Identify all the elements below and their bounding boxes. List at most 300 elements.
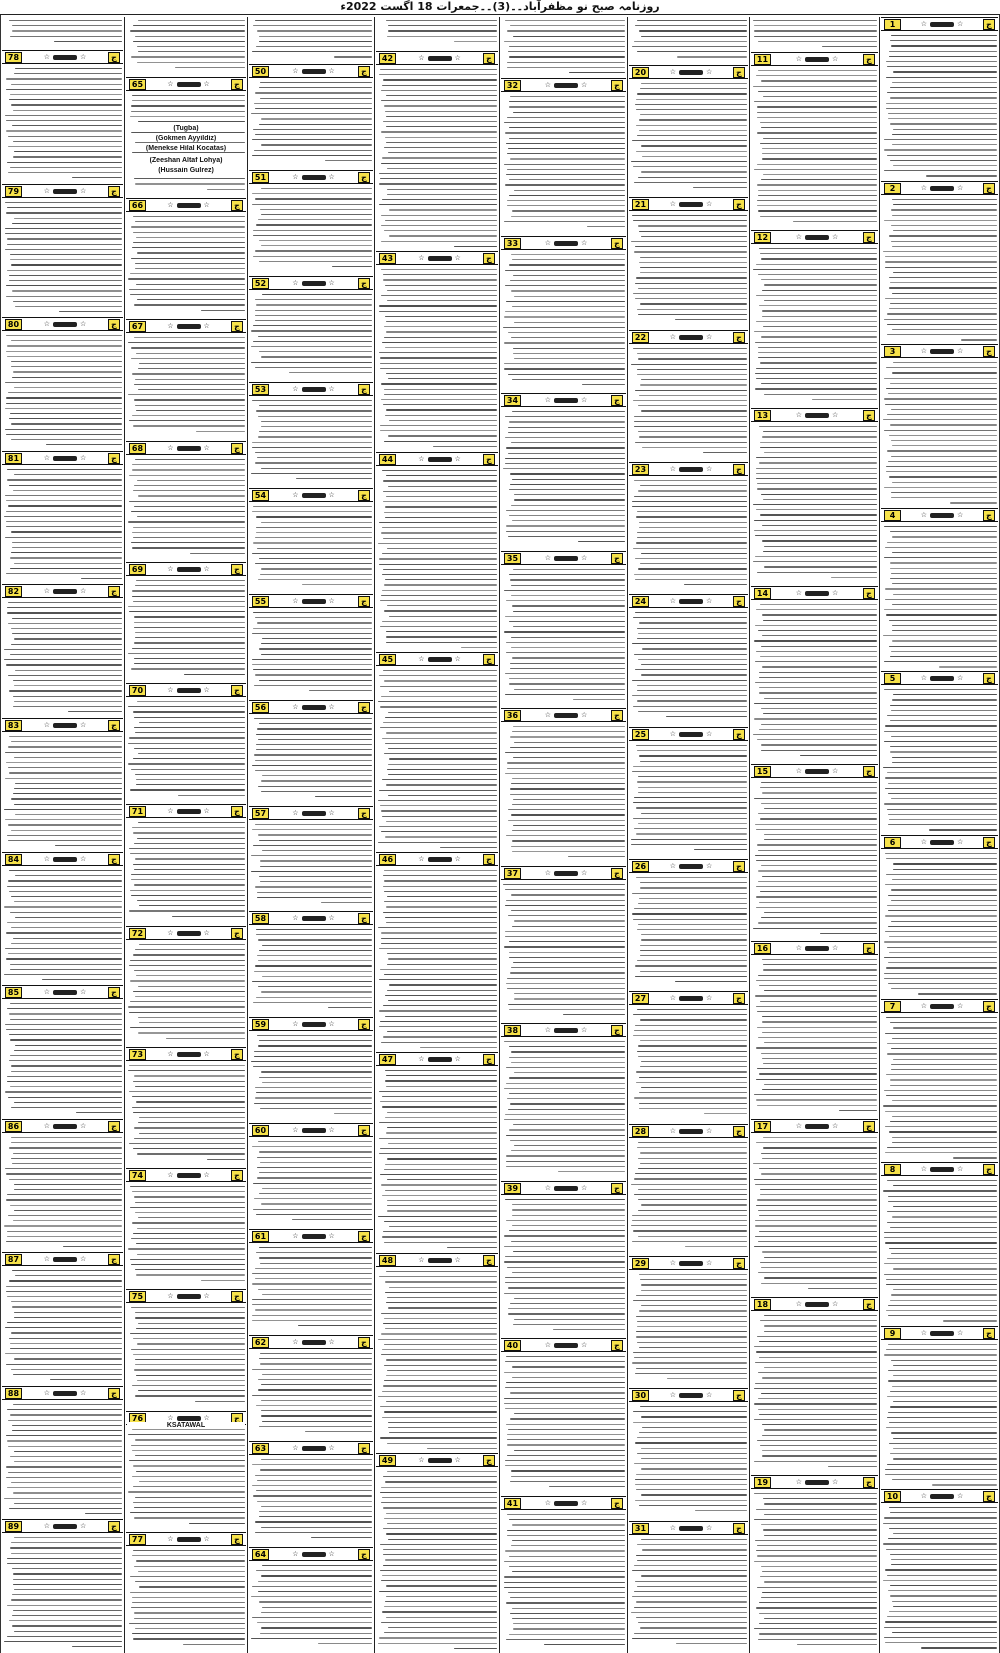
text-line <box>883 419 997 420</box>
text-line <box>253 129 372 130</box>
newspaper-logo <box>177 567 201 572</box>
text-line <box>388 25 497 26</box>
text-line <box>262 1082 372 1083</box>
text-line <box>507 988 625 989</box>
text-line <box>513 1623 625 1624</box>
ad-number: 4 <box>884 510 901 521</box>
ad-header-bar <box>501 866 626 880</box>
text-line <box>638 1056 747 1057</box>
text-line <box>59 311 122 312</box>
text-line <box>257 1035 372 1036</box>
ad-header-bar <box>126 1289 246 1303</box>
text-line <box>137 299 245 300</box>
text-line <box>11 896 122 897</box>
ad-text <box>375 1268 499 1453</box>
text-line <box>761 258 877 259</box>
star-icon: ☆ <box>669 597 676 605</box>
text-line <box>387 990 497 991</box>
text-line <box>385 836 497 837</box>
ad-header-bar <box>2 718 123 732</box>
page-column <box>125 17 247 1653</box>
ad-tag: ج <box>733 1523 745 1534</box>
text-line <box>379 558 497 559</box>
text-line <box>893 362 997 363</box>
text-line <box>636 151 747 152</box>
text-line <box>262 1294 372 1295</box>
text-line <box>889 56 997 57</box>
text-line <box>758 357 877 358</box>
text-line <box>758 190 877 191</box>
text-line <box>884 430 997 431</box>
text-line <box>260 209 372 210</box>
ad-text <box>500 881 627 1024</box>
ad-tag: ج <box>108 319 120 330</box>
text-line <box>133 527 245 528</box>
text-line <box>887 1417 997 1418</box>
text-line <box>892 879 997 880</box>
text-line <box>137 1380 245 1381</box>
star-icon: ☆ <box>544 1026 551 1034</box>
text-line <box>761 708 877 709</box>
star-icon: ☆ <box>43 721 50 729</box>
text-line <box>511 442 625 443</box>
text-line <box>258 1581 372 1582</box>
text-line <box>389 209 497 210</box>
ad-text <box>880 1014 999 1163</box>
text-line <box>258 834 372 835</box>
text-line <box>132 1476 245 1477</box>
text-line <box>7 1636 122 1637</box>
text-line <box>4 1498 122 1499</box>
ad-tag: ج <box>231 321 243 332</box>
text-line <box>828 1466 877 1467</box>
text-line <box>759 1633 877 1634</box>
text-line <box>763 551 877 552</box>
text-line <box>261 1071 372 1072</box>
text-line <box>5 1168 122 1169</box>
text-line <box>631 241 747 242</box>
text-line <box>387 168 497 169</box>
text-line <box>886 1310 997 1311</box>
text-line <box>633 706 747 707</box>
ad-tag: ج <box>358 490 370 501</box>
text-line <box>261 1527 372 1528</box>
text-line <box>891 889 997 890</box>
ad-text <box>125 1547 247 1653</box>
text-line <box>8 1215 122 1216</box>
text-line <box>383 538 497 539</box>
text-line <box>761 1283 877 1284</box>
ad-text <box>628 477 749 594</box>
ad-text <box>125 577 247 683</box>
text-line <box>637 1147 747 1148</box>
text-line <box>761 1597 877 1598</box>
text-line <box>883 767 997 768</box>
text-line <box>631 839 747 840</box>
text-line <box>132 596 245 597</box>
ad-text <box>125 1183 247 1289</box>
text-line <box>884 170 997 171</box>
text-line <box>509 127 625 128</box>
text-line <box>632 913 747 914</box>
text-line <box>753 1163 877 1164</box>
ad-tag: ج <box>483 1054 495 1065</box>
text-line <box>563 1014 625 1015</box>
text-line <box>890 746 997 747</box>
text-line <box>386 1596 497 1597</box>
text-line <box>892 604 997 605</box>
text-line <box>762 1021 877 1022</box>
newspaper-logo <box>554 871 578 876</box>
text-line <box>634 1565 747 1566</box>
ad-text <box>1 1534 124 1653</box>
text-line <box>504 1088 625 1089</box>
text-line <box>757 483 877 484</box>
text-line <box>634 1357 747 1358</box>
text-line <box>510 473 625 474</box>
text-line <box>11 1137 122 1138</box>
ad-header-label <box>269 809 358 817</box>
ad-header-bar <box>501 1496 626 1510</box>
text-line <box>885 884 997 885</box>
text-line <box>886 967 997 968</box>
text-line <box>513 112 625 113</box>
text-line <box>255 1309 372 1310</box>
text-line <box>754 1561 877 1562</box>
ad-number: 84 <box>5 854 22 865</box>
text-line <box>134 485 245 486</box>
text-line <box>757 164 877 165</box>
text-line <box>884 1232 997 1233</box>
text-line <box>635 612 747 613</box>
text-line <box>138 389 245 390</box>
text-line <box>454 41 497 42</box>
text-line <box>635 1173 747 1174</box>
ad-text <box>1 1000 124 1119</box>
star-icon: ☆ <box>203 1050 210 1058</box>
text-line <box>257 457 372 458</box>
text-line <box>132 100 245 101</box>
ad-text <box>375 66 499 251</box>
text-line <box>8 953 122 954</box>
text-line <box>764 990 877 991</box>
text-line <box>381 831 497 832</box>
text-line <box>757 1555 877 1556</box>
text-line <box>388 958 497 959</box>
text-line <box>886 1017 997 1018</box>
text-line <box>15 783 122 784</box>
text-line <box>883 635 997 636</box>
text-line <box>11 1553 122 1554</box>
ad-tag: ج <box>863 232 875 243</box>
text-line <box>639 119 747 120</box>
ad-tag: ج <box>863 54 875 65</box>
text-line <box>384 1318 497 1319</box>
text-line <box>8 505 122 506</box>
ad-header-bar <box>126 1168 246 1182</box>
text-line <box>389 1287 497 1288</box>
ad-text <box>248 609 374 700</box>
text-line <box>582 384 625 385</box>
text-line <box>887 1258 997 1259</box>
text-line <box>511 814 625 815</box>
text-line <box>251 855 372 856</box>
text-line <box>506 510 625 511</box>
text-line <box>633 1035 747 1036</box>
text-line <box>384 105 497 106</box>
ad-header-bar <box>2 1519 123 1533</box>
text-line <box>504 1587 625 1588</box>
text-line <box>514 998 625 999</box>
star-icon: ☆ <box>920 674 927 682</box>
text-line <box>642 1549 747 1550</box>
text-line <box>138 1217 245 1218</box>
text-line <box>822 46 877 47</box>
text-line <box>887 450 997 451</box>
text-line <box>509 621 625 622</box>
text-line <box>9 20 122 21</box>
ad-number: 51 <box>252 172 269 183</box>
text-line <box>635 390 747 391</box>
text-line <box>759 902 877 903</box>
star-icon: ☆ <box>454 54 461 62</box>
text-line <box>761 646 877 647</box>
text-line <box>759 1414 877 1415</box>
ad-header-label <box>901 511 983 519</box>
text-line <box>508 809 625 810</box>
text-line <box>378 1216 497 1217</box>
ad-number: 19 <box>754 1477 771 1488</box>
star-icon: ☆ <box>80 587 87 595</box>
text-line <box>893 1268 997 1269</box>
ad-header-label <box>22 988 108 996</box>
text-line <box>755 995 877 996</box>
text-line <box>637 309 747 310</box>
star-icon: ☆ <box>795 589 802 597</box>
text-line <box>640 882 747 883</box>
text-line <box>893 1289 997 1290</box>
text-line <box>641 553 747 554</box>
text-line <box>6 526 122 527</box>
ad-text <box>500 17 627 78</box>
text-line <box>511 337 625 338</box>
text-line <box>760 514 877 515</box>
text-line <box>8 136 122 137</box>
text-line <box>885 1111 997 1112</box>
ad-tag: ج <box>358 278 370 289</box>
text-line <box>8 824 122 825</box>
text-line <box>139 1133 245 1134</box>
text-line <box>507 200 625 201</box>
text-line <box>131 1607 245 1608</box>
text-line <box>888 1201 997 1202</box>
star-icon: ☆ <box>203 1414 210 1422</box>
text-line <box>754 718 877 719</box>
text-line <box>260 1363 372 1364</box>
text-line <box>762 290 877 291</box>
text-line <box>130 1027 245 1028</box>
text-line <box>800 755 877 756</box>
text-line <box>385 1481 497 1482</box>
text-line <box>138 822 245 823</box>
text-line <box>129 420 245 421</box>
text-line <box>884 220 997 221</box>
text-line <box>136 237 245 238</box>
text-line <box>259 1511 372 1512</box>
text-line <box>886 1349 997 1350</box>
text-line <box>641 1575 747 1576</box>
text-line <box>260 860 372 861</box>
text-line <box>758 1272 877 1273</box>
text-line <box>505 931 625 932</box>
text-line <box>382 1575 497 1576</box>
text-line <box>512 306 625 307</box>
text-line <box>8 880 122 881</box>
ad-header-bar <box>249 64 373 78</box>
text-line <box>259 351 372 352</box>
ad-tag: ج <box>983 1001 995 1012</box>
text-line <box>256 1405 372 1406</box>
text-line <box>136 1328 245 1329</box>
text-line <box>382 85 497 86</box>
text-line <box>755 1540 877 1541</box>
text-line <box>378 1396 497 1397</box>
text-line <box>640 950 747 951</box>
text-line <box>762 148 877 149</box>
text-line <box>50 1379 122 1380</box>
text-line <box>131 358 245 359</box>
text-line <box>386 126 497 127</box>
text-line <box>754 1388 877 1389</box>
text-line <box>257 622 372 623</box>
text-line <box>256 1092 372 1093</box>
text-line <box>637 1560 747 1561</box>
text-line <box>10 912 122 913</box>
text-line <box>891 921 997 922</box>
newspaper-logo <box>302 175 326 180</box>
text-line <box>512 778 625 779</box>
ad-tag: ج <box>983 510 995 521</box>
ad-header-label <box>771 589 863 597</box>
text-line <box>11 628 122 629</box>
text-line <box>132 1450 245 1451</box>
text-line <box>884 1090 997 1091</box>
text-line <box>509 574 625 575</box>
text-line <box>638 1045 747 1046</box>
text-line <box>506 1639 625 1640</box>
text-line <box>757 106 877 107</box>
text-line <box>256 749 372 750</box>
ad-header-label <box>649 1391 733 1399</box>
text-line <box>758 274 877 275</box>
ad-text <box>125 17 247 77</box>
text-line <box>258 1379 372 1380</box>
text-line <box>893 1185 997 1186</box>
newspaper-logo <box>302 1022 326 1027</box>
text-line <box>137 252 245 253</box>
text-line <box>684 584 747 585</box>
text-line <box>505 184 625 185</box>
newspaper-logo <box>930 349 954 354</box>
text-line <box>512 657 625 658</box>
ad-number: 70 <box>129 685 146 696</box>
text-line <box>509 957 625 958</box>
text-line <box>132 1602 245 1603</box>
ad-header-bar <box>126 441 246 455</box>
text-line <box>505 1387 625 1388</box>
text-line <box>385 506 497 507</box>
text-line <box>382 553 497 554</box>
text-line <box>384 389 497 390</box>
text-line <box>11 1107 122 1108</box>
ad-header-label <box>771 411 863 419</box>
text-line <box>756 886 877 887</box>
text-line <box>138 1122 245 1123</box>
text-line <box>641 1416 747 1417</box>
text-line <box>384 1380 497 1381</box>
text-line <box>761 724 877 725</box>
text-line <box>512 479 625 480</box>
text-line <box>883 1543 997 1544</box>
text-line <box>128 743 245 744</box>
text-line <box>640 945 747 946</box>
ad-text <box>248 926 374 1017</box>
text-line <box>195 1401 245 1402</box>
text-line <box>381 938 497 939</box>
star-icon: ☆ <box>203 929 210 937</box>
text-line <box>890 751 997 752</box>
text-line <box>14 563 122 564</box>
star-icon: ☆ <box>544 396 551 404</box>
text-line <box>685 1246 747 1247</box>
text-line <box>134 642 245 643</box>
star-icon: ☆ <box>328 1338 335 1346</box>
ad-header-bar <box>629 65 748 79</box>
text-line <box>505 752 625 753</box>
text-line <box>883 251 997 252</box>
text-line <box>888 113 997 114</box>
ad-number: 23 <box>632 464 649 475</box>
text-line <box>381 269 497 270</box>
text-line <box>133 1081 245 1082</box>
text-line <box>252 1369 372 1370</box>
text-line <box>385 743 497 744</box>
text-line <box>252 1586 372 1587</box>
text-line <box>638 225 747 226</box>
text-line <box>636 833 747 834</box>
text-line <box>509 138 625 139</box>
text-line <box>511 647 625 648</box>
text-line <box>505 132 625 133</box>
text-line <box>135 637 245 638</box>
text-line <box>14 1451 122 1452</box>
text-line <box>634 828 747 829</box>
text-line <box>134 663 245 664</box>
star-icon: ☆ <box>292 703 299 711</box>
star-icon: ☆ <box>167 1171 174 1179</box>
text-line <box>505 437 625 438</box>
text-line <box>504 316 625 317</box>
text-line <box>641 813 747 814</box>
text-line <box>305 1431 372 1432</box>
text-line <box>635 1484 747 1485</box>
newspaper-logo <box>805 1302 829 1307</box>
text-line <box>887 1616 997 1617</box>
text-line <box>793 221 877 222</box>
text-line <box>758 881 877 882</box>
text-line <box>637 1009 747 1010</box>
text-line <box>760 891 877 892</box>
